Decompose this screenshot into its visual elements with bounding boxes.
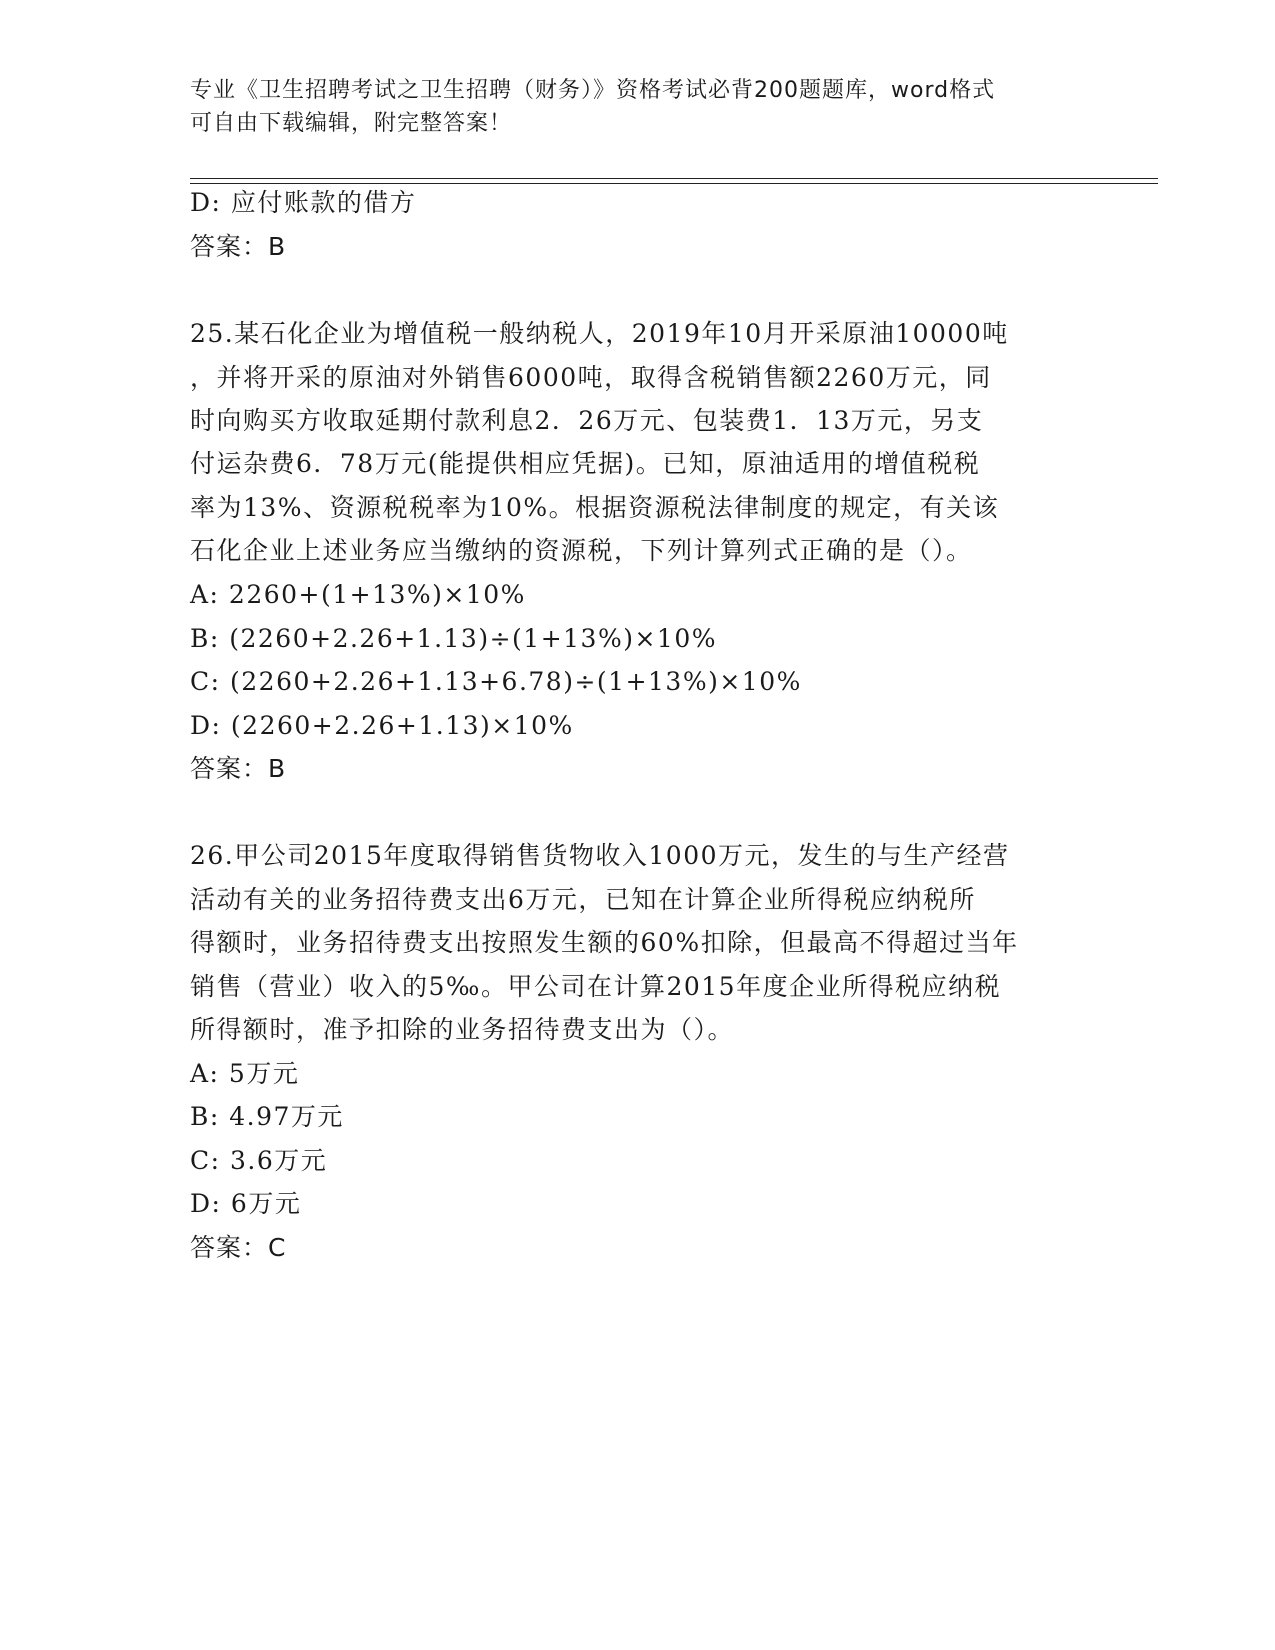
q25-answer: 答案：B bbox=[190, 754, 287, 783]
prev-answer: 答案：B bbox=[190, 232, 287, 261]
q26-option-a: A: 5万元 bbox=[190, 1059, 300, 1088]
q26-answer: 答案：C bbox=[190, 1233, 287, 1262]
q26-stem-line-2: 活动有关的业务招待费支出6万元，已知在计算企业所得税应纳税所 bbox=[190, 885, 976, 914]
q25-stem-line-6: 石化企业上述业务应当缴纳的资源税，下列计算列式正确的是（）。 bbox=[190, 536, 973, 565]
q25-option-d: D: (2260+2.26+1.13)×10% bbox=[190, 711, 574, 740]
header-title-line-2: 可自由下载编辑，附完整答案！ bbox=[190, 111, 513, 136]
q26-option-b: B: 4.97万元 bbox=[190, 1102, 344, 1131]
header-divider-top bbox=[190, 178, 1158, 179]
q25-stem-line-5: 率为13%、资源税税率为10%。根据资源税法律制度的规定，有关该 bbox=[190, 493, 1000, 522]
page-header bbox=[190, 74, 1090, 140]
q25-stem-line-2: ，并将开采的原油对外销售6000吨，取得含税销售额2260万元，同 bbox=[190, 363, 992, 392]
q25-option-a: A: 2260+(1+13%)×10% bbox=[190, 580, 526, 609]
q26-stem-line-4: 销售（营业）收入的5‰。甲公司在计算2015年度企业所得税应纳税 bbox=[190, 972, 1002, 1001]
q26-option-c: C: 3.6万元 bbox=[190, 1146, 328, 1175]
q25-option-c: C: (2260+2.26+1.13+6.78)÷(1+13%)×10% bbox=[190, 667, 802, 696]
q25-stem-line-4: 付运杂费6．78万元(能提供相应凭据)。已知，原油适用的增值税税 bbox=[190, 449, 981, 478]
q25-stem-line-3: 时向购买方收取延期付款利息2．26万元、包装费1．13万元，另支 bbox=[190, 406, 984, 435]
q26-stem-line-3: 得额时，业务招待费支出按照发生额的60%扣除，但最高不得超过当年 bbox=[190, 928, 1019, 957]
q25-option-b: B: (2260+2.26+1.13)÷(1+13%)×10% bbox=[190, 624, 717, 653]
q26-stem-line-5: 所得额时，准予扣除的业务招待费支出为（）。 bbox=[190, 1015, 735, 1044]
q26-stem-line-1: 26.甲公司2015年度取得销售货物收入1000万元，发生的与生产经营 bbox=[190, 841, 1010, 870]
q25-stem-line-1: 25.某石化企业为增值税一般纳税人，2019年10月开采原油10000吨 bbox=[190, 319, 1009, 348]
header-title-line-1: 专业《卫生招聘考试之卫生招聘（财务）》资格考试必背200题题库，word格式 bbox=[190, 78, 996, 103]
prev-option-d: D: 应付账款的借方 bbox=[190, 188, 417, 217]
q26-option-d: D: 6万元 bbox=[190, 1189, 302, 1218]
